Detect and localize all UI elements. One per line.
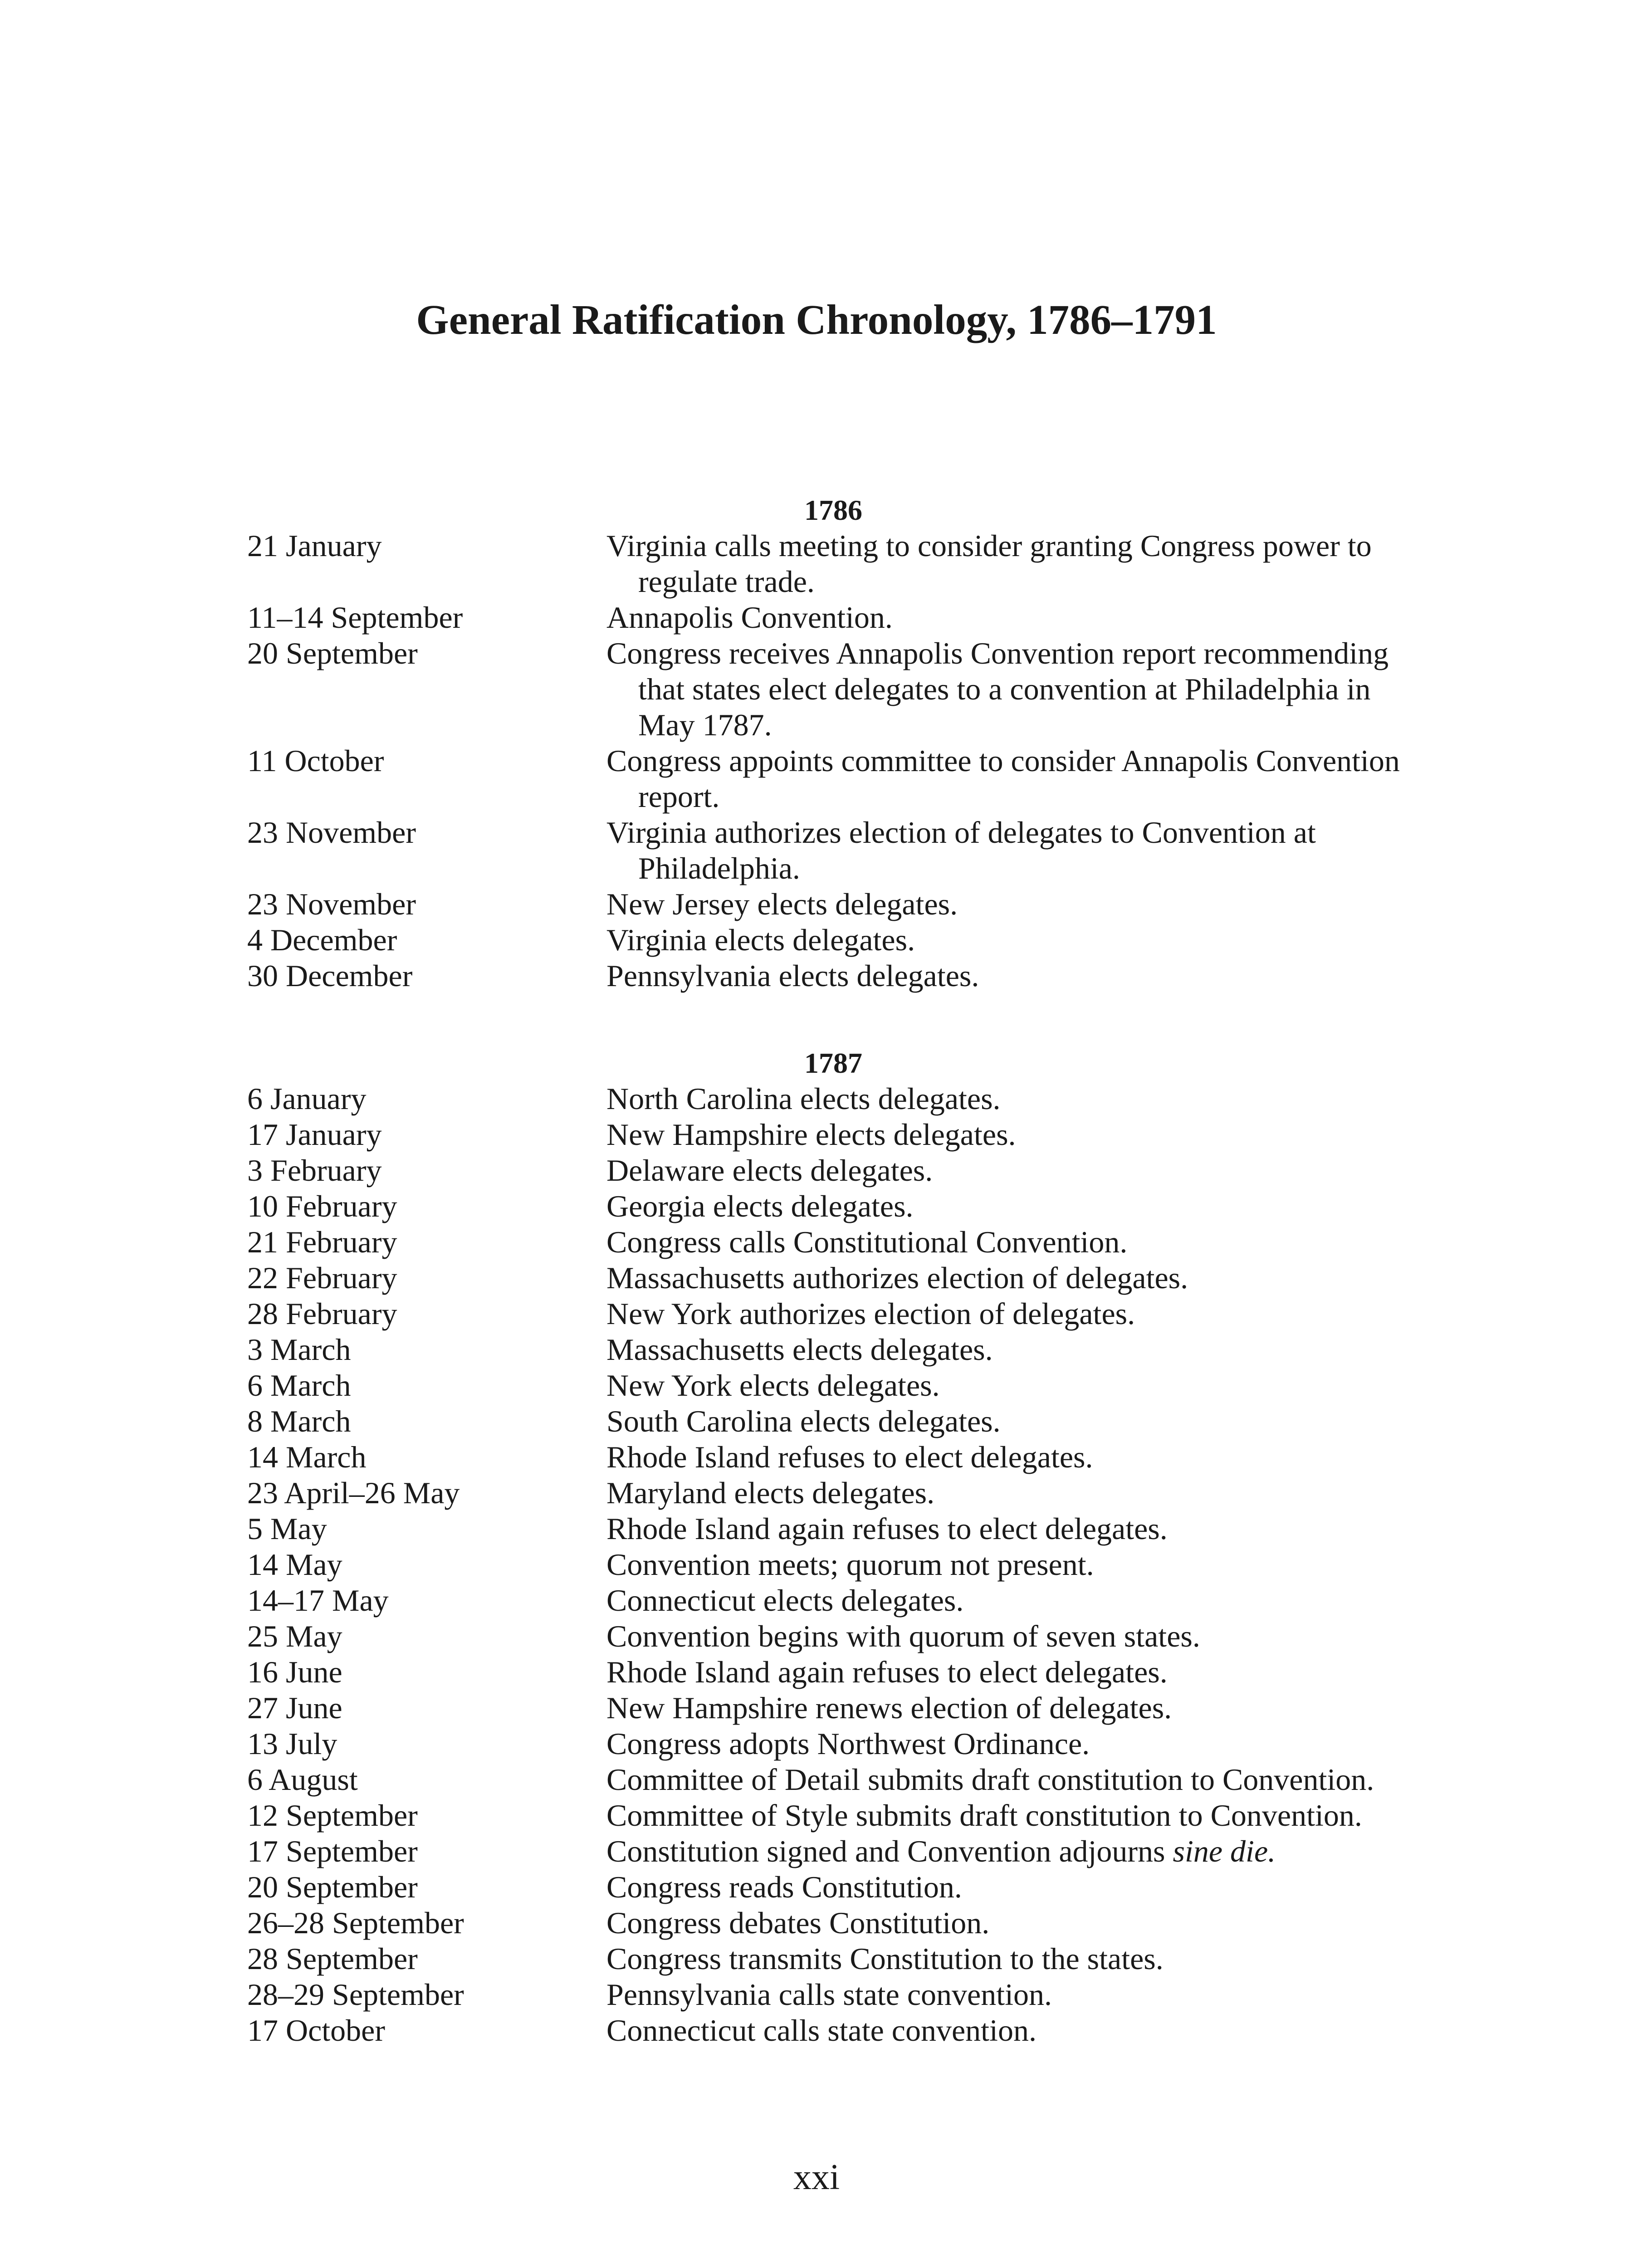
chronology-entry	[247, 958, 1427, 994]
chronology-entry	[247, 1260, 1427, 1296]
entry-date: 28 February	[247, 1296, 397, 1331]
entry-event-text: Annapolis Convention.	[606, 600, 893, 635]
entry-event	[606, 1260, 1427, 1296]
chronology-entry	[247, 1081, 1427, 1117]
chronology-entry	[247, 528, 1427, 600]
entry-event	[606, 1547, 1427, 1583]
entry-event-text: Virginia authorizes election of delegates to Convention at Philadelphia.	[606, 815, 1316, 885]
entry-event	[606, 886, 1427, 922]
entry-event-text: New York authorizes election of delegates.	[606, 1296, 1135, 1331]
entry-event-text: Constitution signed and Convention adjourns	[606, 1834, 1165, 1868]
chronology-entry	[247, 743, 1427, 815]
entry-event-text: Georgia elects delegates.	[606, 1189, 914, 1223]
entry-event-text: Delaware elects delegates.	[606, 1153, 933, 1188]
entry-date: 26–28 September	[247, 1906, 464, 1940]
chronology-entry	[247, 1654, 1427, 1690]
entry-event-text: Connecticut calls state convention.	[606, 2013, 1037, 2048]
entry-date: 21 February	[247, 1225, 397, 1259]
entry-date: 28–29 September	[247, 1977, 464, 2012]
entry-event-text: Congress adopts Northwest Ordinance.	[606, 1726, 1090, 1761]
entry-event	[606, 1153, 1427, 1188]
entry-date: 21 January	[247, 528, 382, 563]
entry-event	[606, 958, 1427, 994]
entry-date: 11 October	[247, 743, 384, 778]
entry-event-text: Convention meets; quorum not present.	[606, 1547, 1094, 1582]
entry-event-text: South Carolina elects delegates.	[606, 1404, 1001, 1438]
entry-event-text: Congress debates Constitution.	[606, 1906, 990, 1940]
chronology-entry	[247, 886, 1427, 922]
entry-date: 5 May	[247, 1511, 327, 1546]
chronology-entry	[247, 1368, 1427, 1403]
page-title: General Ratification Chronology, 1786–1791	[416, 297, 1217, 343]
entry-event-text: Congress transmits Constitution to the states.	[606, 1941, 1164, 1976]
entry-date: 8 March	[247, 1404, 351, 1438]
entry-date: 12 September	[247, 1798, 418, 1833]
entry-date: 4 December	[247, 923, 397, 957]
entry-date: 23 November	[247, 887, 416, 921]
entry-event-text: Congress reads Constitution.	[606, 1870, 962, 1904]
entry-date: 14 May	[247, 1547, 342, 1582]
entry-event-text: Virginia calls meeting to consider granting Congress power to regulate trade.	[606, 528, 1372, 599]
entry-event-text: New Jersey elects delegates.	[606, 887, 958, 921]
chronology-entry	[247, 600, 1427, 635]
entry-event	[606, 1798, 1427, 1833]
chronology-entry	[247, 1296, 1427, 1332]
entry-event-text: Rhode Island again refuses to elect delegates.	[606, 1655, 1168, 1689]
entry-event	[606, 815, 1427, 886]
entry-event	[606, 1726, 1427, 1762]
entry-event-text: Committee of Detail submits draft constitution to Convention.	[606, 1762, 1374, 1797]
entry-event-text: Virginia elects delegates.	[606, 923, 915, 957]
year-section	[247, 492, 1427, 994]
entry-event	[606, 1117, 1427, 1153]
entry-event-text: New York elects delegates.	[606, 1368, 940, 1403]
entry-event	[606, 1654, 1427, 1690]
entry-date: 20 September	[247, 1870, 418, 1904]
entry-event	[606, 1224, 1427, 1260]
entry-event	[606, 2013, 1427, 2048]
entry-date: 6 August	[247, 1762, 358, 1797]
entry-event	[606, 528, 1427, 600]
entry-date: 3 March	[247, 1332, 351, 1367]
chronology-entry	[247, 815, 1427, 886]
entry-date: 22 February	[247, 1261, 397, 1295]
entry-event-text: Connecticut elects delegates.	[606, 1583, 964, 1618]
year-section	[247, 1045, 1427, 2048]
entry-event	[606, 1977, 1427, 2013]
entry-event	[606, 1869, 1427, 1905]
entry-event	[606, 1439, 1427, 1475]
entry-event	[606, 1296, 1427, 1332]
entry-event	[606, 1475, 1427, 1511]
chronology-entry	[247, 1224, 1427, 1260]
entry-date: 11–14 September	[247, 600, 463, 635]
entry-event	[606, 1081, 1427, 1117]
year-heading: 1786	[804, 494, 862, 526]
chronology-entry	[247, 1618, 1427, 1654]
entry-date: 3 February	[247, 1153, 382, 1188]
entry-event-text: Committee of Style submits draft constitution to Convention.	[606, 1798, 1362, 1833]
entry-event	[606, 1762, 1427, 1798]
chronology-entry	[247, 1153, 1427, 1188]
chronology-entry	[247, 1332, 1427, 1368]
entry-event-text: Congress receives Annapolis Convention report recommending that states elect delegates to a convention at Philadelphia in May 1787.	[606, 636, 1389, 742]
chronology-entry	[247, 1188, 1427, 1224]
chronology-entry	[247, 1762, 1427, 1798]
entry-date: 17 January	[247, 1117, 382, 1152]
page-number: xxi	[793, 2157, 840, 2197]
entry-event	[606, 1833, 1427, 1869]
entry-event-text: Convention begins with quorum of seven states.	[606, 1619, 1200, 1653]
chronology-entry	[247, 2013, 1427, 2048]
entry-event	[606, 1511, 1427, 1547]
entry-date: 6 March	[247, 1368, 351, 1403]
entry-event-text: Pennsylvania elects delegates.	[606, 958, 979, 993]
entry-event	[606, 1690, 1427, 1726]
entry-date: 10 February	[247, 1189, 397, 1223]
entry-event-text: Pennsylvania calls state convention.	[606, 1977, 1052, 2012]
chronology-entry	[247, 1833, 1427, 1869]
entry-date: 6 January	[247, 1081, 367, 1116]
entry-event	[606, 743, 1427, 815]
entry-event-text: Maryland elects delegates.	[606, 1476, 935, 1510]
chronology-entry	[247, 922, 1427, 958]
entry-date: 20 September	[247, 636, 418, 670]
entry-event	[606, 1618, 1427, 1654]
entry-date: 23 April–26 May	[247, 1476, 460, 1510]
entry-date: 14 March	[247, 1440, 367, 1474]
year-heading: 1787	[804, 1047, 862, 1079]
chronology-entry	[247, 635, 1427, 743]
chronology-entry	[247, 1583, 1427, 1618]
entry-event	[606, 635, 1427, 743]
entry-event-text: Massachusetts elects delegates.	[606, 1332, 993, 1367]
entry-event	[606, 1403, 1427, 1439]
entry-event	[606, 1583, 1427, 1618]
chronology-entry	[247, 1403, 1427, 1439]
entry-event	[606, 600, 1427, 635]
entry-event-italic: sine die.	[1173, 1834, 1276, 1868]
chronology-entry	[247, 1511, 1427, 1547]
entry-event-text: Congress appoints committee to consider Annapolis Convention report.	[606, 743, 1400, 814]
entry-event-text: North Carolina elects delegates.	[606, 1081, 1001, 1116]
chronology-entry	[247, 1977, 1427, 2013]
entry-date: 17 October	[247, 2013, 386, 2048]
entry-date: 28 September	[247, 1941, 418, 1976]
entry-event	[606, 922, 1427, 958]
chronology-entry	[247, 1869, 1427, 1905]
entry-event	[606, 1332, 1427, 1368]
entry-event-text: Rhode Island refuses to elect delegates.	[606, 1440, 1093, 1474]
entry-date: 14–17 May	[247, 1583, 389, 1618]
entry-date: 30 December	[247, 958, 413, 993]
entry-date: 16 June	[247, 1655, 342, 1689]
entry-date: 25 May	[247, 1619, 342, 1653]
entry-event-text: Congress calls Constitutional Convention.	[606, 1225, 1128, 1259]
entry-event-text: New Hampshire elects delegates.	[606, 1117, 1016, 1152]
entry-date: 17 September	[247, 1834, 418, 1868]
entry-date: 27 June	[247, 1691, 342, 1725]
chronology-entry	[247, 1439, 1427, 1475]
entry-date: 13 July	[247, 1726, 337, 1761]
chronology-entry	[247, 1726, 1427, 1762]
entry-event-text: Massachusetts authorizes election of delegates.	[606, 1261, 1188, 1295]
entry-event	[606, 1368, 1427, 1403]
chronology-entry	[247, 1547, 1427, 1583]
entry-event	[606, 1941, 1427, 1977]
entry-date: 23 November	[247, 815, 416, 850]
entry-event	[606, 1188, 1427, 1224]
entry-event-text: New Hampshire renews election of delegates.	[606, 1691, 1172, 1725]
chronology-entry	[247, 1798, 1427, 1833]
chronology-entry	[247, 1117, 1427, 1153]
entry-event-text: Rhode Island again refuses to elect delegates.	[606, 1511, 1168, 1546]
entry-event	[606, 1905, 1427, 1941]
chronology-entry	[247, 1941, 1427, 1977]
chronology-entry	[247, 1905, 1427, 1941]
chronology	[247, 492, 1427, 2048]
chronology-entry	[247, 1690, 1427, 1726]
chronology-entry	[247, 1475, 1427, 1511]
